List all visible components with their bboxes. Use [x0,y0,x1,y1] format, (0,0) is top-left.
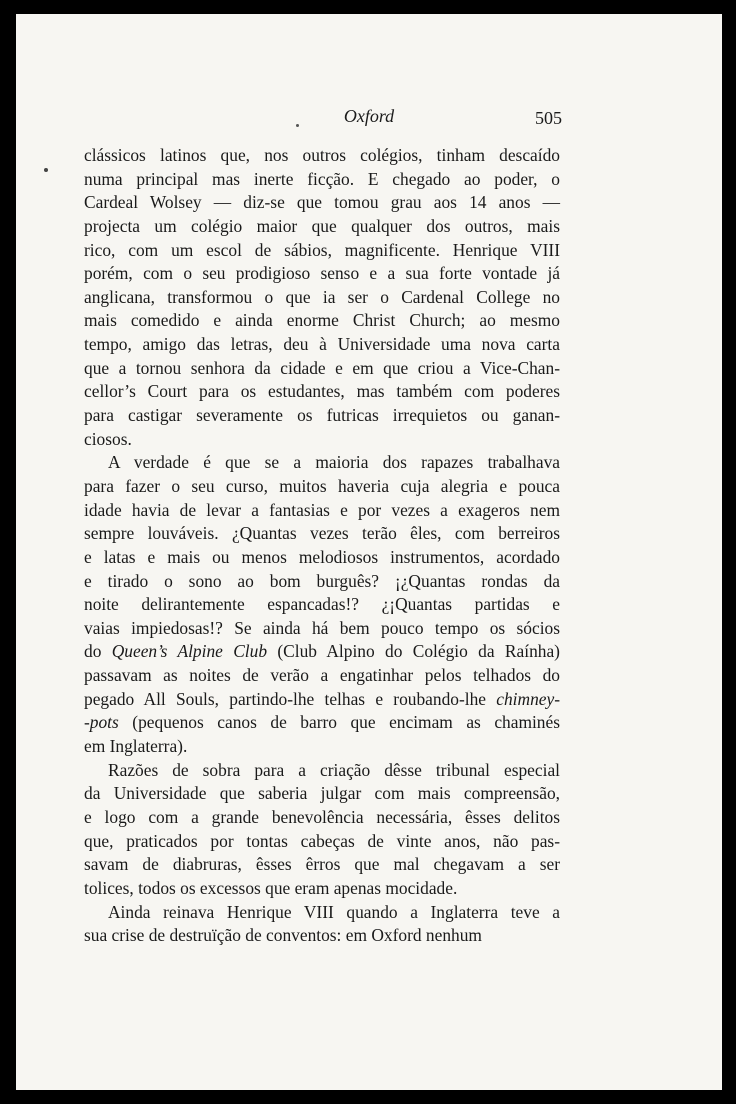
text-line: pegado All Souls, partindo-lhe telhas e roubando-lhe chimney- [84,688,560,709]
paragraph [84,901,560,948]
text-line: anglicana, transformou o que ia ser o Cardenal College no [84,286,560,307]
text-line: e logo com a grande benevolência necessária, êsses delitos [84,806,560,827]
text-line: tolices, todos os excessos que eram apenas mocidade. [84,877,458,898]
text-line: noite delirantemente espancadas!? ¿¡Quantas partidas e [84,594,560,615]
text-line: rico, com um escol de sábios, magnificente. Henrique VIII [84,239,560,260]
text-line: ciosos. [84,428,132,449]
text-line: da Universidade que saberia julgar com mais compreensão, [84,783,560,804]
text-line: Razões de sobra para a criação dêsse tribunal especial [108,759,560,780]
text-line: vaias impiedosas!? Se ainda há bem pouco tempo os sócios [84,617,560,638]
text-line: porém, com o seu prodigioso senso e a sua forte vontade já [84,263,560,284]
text-line: sempre louváveis. ¿Quantas vezes terão êles, com berreiros [84,523,560,544]
italic-text: Queen’s Alpine Club [111,641,268,662]
text-line: projecta um colégio maior que qualquer dos outros, mais [84,215,560,236]
text-line: passavam as noites de verão a engatinhar pelos telhados do [84,665,560,686]
text-line: sua crise de destruïção de conventos: em Oxford nenhum [84,925,482,946]
book-page [16,14,722,1090]
text-line: que, praticados por tontas cabeças de vinte anos, não pas- [84,830,560,851]
paragraph [84,451,560,758]
running-head [16,106,722,130]
paragraph [84,759,560,901]
text-line: para fazer o seu curso, muitos haveria cuja alegria e pouca [84,475,560,496]
text-line: idade havia de levar a fantasias e por vezes a exageros nem [84,499,560,520]
text-line: Ainda reinava Henrique VIII quando a Inglaterra teve a [108,901,560,922]
paragraph [84,144,560,451]
text-line: e latas e mais ou menos melodiosos instrumentos, acordado [84,546,560,567]
text-line: cellor’s Court para os estudantes, mas também com poderes [84,381,560,402]
text-line: para castigar severamente os futricas irrequietos ou ganan- [84,405,560,426]
margin-speck [296,124,299,127]
italic-text: -pots [84,712,119,733]
margin-speck [44,168,48,172]
page-number: 505 [535,108,562,128]
text-line: tempo, amigo das letras, deu à Universidade uma nova carta [84,334,560,355]
text-line: em Inglaterra). [84,736,188,757]
italic-text: chimney- [496,688,560,709]
text-line: -pots (pequenos canos de barro que encimam as chaminés [84,712,560,733]
body-text [84,144,560,948]
text-line: do Queen’s Alpine Club (Club Alpino do Colégio da Raínha) [84,641,560,662]
text-line: numa principal mas inerte ficção. E chegado ao poder, o [84,168,560,189]
text-line: savam de diabruras, êsses êrros que mal chegavam a ser [84,854,560,875]
text-line: A verdade é que se a maioria dos rapazes trabalhava [108,452,560,473]
text-line: clássicos latinos que, nos outros colégios, tinham descaído [84,145,560,165]
running-title: Oxford [343,106,395,126]
text-line: que a tornou senhora da cidade e em que criou a Vice-Chan- [84,357,560,378]
text-line: e tirado o sono ao bom burguês? ¡¿Quantas rondas da [84,570,560,591]
text-line: mais comedido e ainda enorme Christ Church; ao mesmo [84,310,560,331]
text-line: Cardeal Wolsey — diz-se que tomou grau aos 14 anos — [84,192,560,213]
